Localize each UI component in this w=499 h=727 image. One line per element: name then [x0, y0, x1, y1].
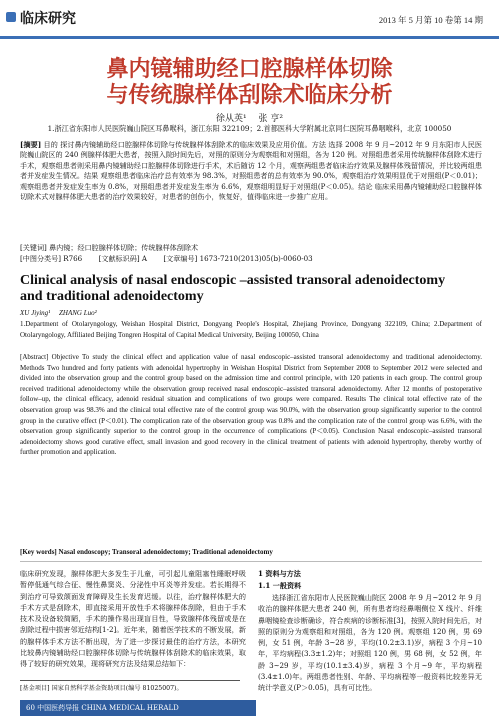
body-right-column: 选择浙江省东阳市人民医院巍山院区 2008 年 9 月~2012 年 9 月收治的腺样体肥大患者 240 例，所有患者均经鼻咽侧位 X 线片、纤维鼻咽镜检查诊断确诊，符合疾病的诊断标准[3]，按照入院时间先后，对照的原则分为观察组和对照组，各为 120 例。观察组 120 例，男 69 例，女 51 例，年龄 3~28 岁，平均(10.2±3.1)岁，病程 3 个月~10 年，平均病程(3.3±1.2)年；对照组 120 例，男 68 例，女 52 例，年龄 3~29 岁，平均(10.1±3.4)岁，病程 3 个月~9 年，平均病程(3.4±1.0)年。两组患者性别、年龄、平均病程等一般资料比较差异无统计学意义(P＞0.05)，具有可比性。: [258, 593, 482, 693]
section-marker-icon: [6, 12, 16, 22]
abstract: [20, 140, 482, 202]
page-header: [0, 0, 499, 50]
issue-date: 2013 年 5 月第 10 卷第 14 期: [378, 15, 483, 25]
fund-footnote: [基金项目] 国家自然科学基金资助项目(编号 81025007)。: [20, 680, 240, 692]
en-abstract: [Abstract] Objective To study the clinical effect and application value of nasal endoscopic–assisted transoral adenoidectomy and traditional adenoidectomy. Methods Two hundred and forty patients with adenoidal hypertrophy in Weishan Hospital District from September 2008 to September 2012 were selected and divided into the observation group and the control group based on the admission time and control principle, with 120 patients in each group. The control group received traditional adenoidectomy while the observation group received nasal endoscopic–assisted transoral adenoidectomy. After 12 months of postoperative follow–up, the clinical efficacy, adenoid residual situation and complications of two groups were compared. Results The clinical total effective rate of the observation group was 98.3% and the clinical total effective rate of the control group was 90.0%, with the observation group significantly superior to the control group in the curative effect (P＜0.01). The complication rate of the observation group was 0.8% and the complication rate of the control group was 6.6%, with the observation group significantly superior to the control group in the occurrence of complications (P＜0.05). Conclusion Nasal endoscopic–assisted transoral adenoidectomy shows good curative effect, small invasion and good recovery in the clinical treatment of patients with adenoid hypertrophy, thereby worthy of further promotion and application.: [20, 353, 482, 457]
keywords: [关键词] 鼻内镜；经口腔腺样体切除；传统腺样体刮除术: [20, 243, 199, 252]
column-title: 临床研究: [20, 11, 76, 27]
abstract-text: 目的 探讨鼻内镜辅助经口腔腺样体切除与传统腺样体刮除术的临床效果及应用价值。方法 选择 2008 年 9 月~2012 年 9 月东阳市人民医院巍山院区的 240 例腺样体肥大患者，按照入院时间先后，对照的原则分为观察组和对照组，各为 120 例。对照组患者采用传统腺样体刮除术进行手术，观察组患者则采用鼻内镜辅助经口腔腺样体切除进行手术，术后随访 12 个月，观察两组患者临床治疗效果及腺样体残留情况，并比较两组患者并发症发生情况。结果 观察组患者临床治疗总有效率为 98.3%，对照组患者的总有效率为 90.0%，观察组治疗效果明显优于对照组(P＜0.01)；观察组患者并发症发生率为 0.8%，对照组患者并发症发生率为 6.6%，观察组明显好于对照组(P＜0.05)。结论 临床采用鼻内镜辅助经口腔腺样体切除术式对腺样体肥大患者的治疗效果较好，对患者的创伤小，恢复好，值得临床进一步推广应用。: [20, 140, 482, 202]
page-footer: 60 中国医药导报 CHINA MEDICAL HERALD: [20, 700, 256, 716]
en-title-line1: Clinical analysis of nasal endoscopic –assisted transoral adenoidectomy: [20, 273, 446, 288]
en-affiliation: 1.Department of Otolaryngology, Weishan Hospital District, Dongyang People's Hospital, Zhejiang Province, Dongyang 322109, China; 2.Department of Otolaryngology, Affiliated Beijing Tongren Hospital of Capital Medical University, Beijing 100050, China: [20, 320, 482, 339]
header-rule: [0, 36, 499, 39]
title-line1: 鼻内镜辅助经口腔腺样体切除: [106, 56, 393, 82]
abstract-label: [摘要]: [20, 140, 42, 149]
classification: [中图分类号] R766 [文献标识码] A [文章编号] 1673-7210(2013)05(b)-0060-03: [20, 254, 313, 263]
section-divider: [20, 561, 482, 562]
en-authors: XU Jiying¹ ZHANG Luo²: [20, 309, 97, 317]
body-left-column: 临床研究发现，腺样体肥大多发生于儿童，可引起儿童阻塞性睡眠呼吸暂停低通气综合征、慢性鼻窦炎、分泌性中耳炎等并发症。若长期得不到治疗可导致颌面发育障碍及生长发育迟缓。以往，治疗腺样体肥大的手术方式是刮除术，即直接采用开放性手术将腺样体刮除，但由于手术技术及设备较简陋，手术的操作易出现盲目性，导致腺样体残留或是在刮除过程中损害邻近结构[1-2]。近年来，随着医学技术的不断发展，新的腺样体手术方法不断出现，为了进一步探讨最佳的治疗方法，本研究比较鼻内镜辅助经口腔腺样体切除与传统腺样体刮除术的临床效果，取得了较好的研究效果，现将研究方法及结果总结如下：: [20, 569, 246, 669]
subsection-heading: 1.1 一般资料: [258, 581, 302, 590]
en-title-line2: and traditional adenoidectomy: [20, 289, 204, 304]
en-keywords: [Key words] Nasal endoscopy; Transoral adenoidectomy; Traditional adenoidectomy: [20, 548, 273, 556]
section-heading: 1 资料与方法: [258, 569, 301, 578]
authors: 徐从英¹ 张 亨²: [216, 114, 283, 124]
title-line2: 与传统腺样体刮除术临床分析: [106, 82, 393, 108]
affiliation: 1.浙江省东阳市人民医院巍山院区耳鼻喉科，浙江东阳 322109；2.首都医科大学附属北京同仁医院耳鼻咽喉科，北京 100050: [47, 124, 452, 133]
